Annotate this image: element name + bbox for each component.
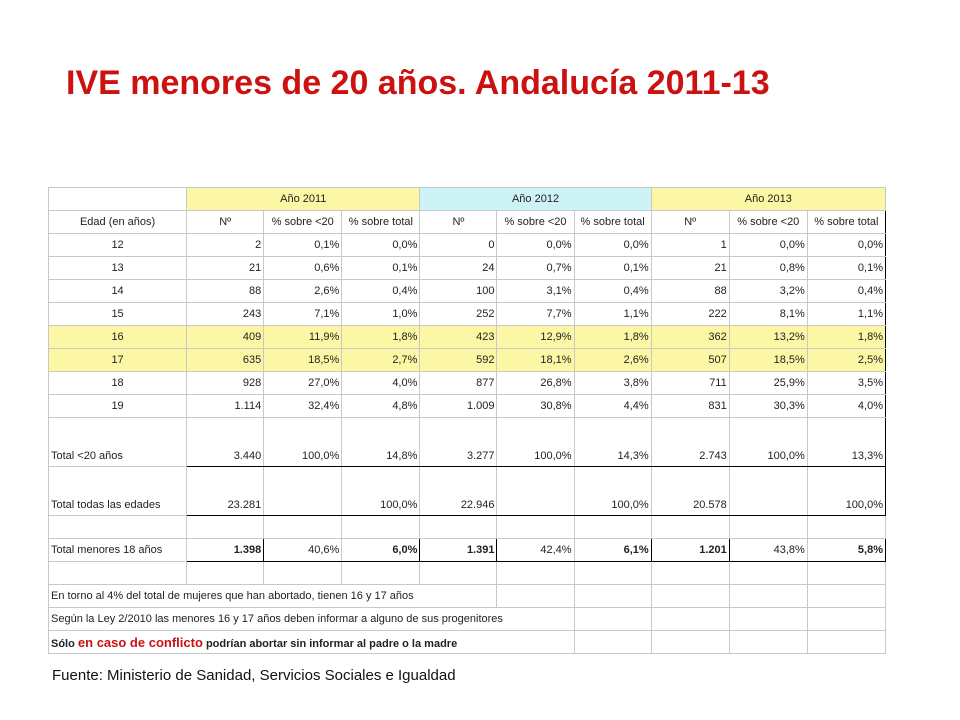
cell: 21 bbox=[187, 257, 264, 280]
cell: 0,0% bbox=[574, 234, 651, 257]
cell: 100,0% bbox=[342, 467, 420, 516]
cell: 1.398 bbox=[187, 539, 264, 562]
cell: 8,1% bbox=[729, 303, 807, 326]
source-caption: Fuente: Ministerio de Sanidad, Servicios Sociales e Igualdad bbox=[52, 667, 456, 684]
cell: 1,1% bbox=[574, 303, 651, 326]
cell: 23.281 bbox=[187, 467, 264, 516]
note-row-2 bbox=[49, 608, 886, 631]
cell: 2,7% bbox=[342, 349, 420, 372]
cell: 0,4% bbox=[574, 280, 651, 303]
spacer-row bbox=[49, 516, 886, 539]
cell: 1,8% bbox=[574, 326, 651, 349]
age-row bbox=[49, 234, 886, 257]
cell: 0,4% bbox=[342, 280, 420, 303]
cell: 2,6% bbox=[574, 349, 651, 372]
cell: 0,0% bbox=[497, 234, 574, 257]
cell: 27,0% bbox=[264, 372, 342, 395]
cell: 18,5% bbox=[729, 349, 807, 372]
age-row bbox=[49, 395, 886, 418]
column-header-row bbox=[49, 211, 886, 234]
cell: 100,0% bbox=[574, 467, 651, 516]
cell: 0,1% bbox=[574, 257, 651, 280]
cell: 4,0% bbox=[807, 395, 885, 418]
spacer-row bbox=[49, 562, 886, 585]
col-pct-under20: % sobre <20 bbox=[729, 211, 807, 234]
cell: 24 bbox=[420, 257, 497, 280]
edad-cell: 15 bbox=[49, 303, 187, 326]
cell bbox=[729, 467, 807, 516]
cell: 20.578 bbox=[651, 467, 729, 516]
year-2012-header: Año 2012 bbox=[420, 188, 651, 211]
cell: 25,9% bbox=[729, 372, 807, 395]
col-pct-under20: % sobre <20 bbox=[264, 211, 342, 234]
total-under20-row bbox=[49, 418, 886, 467]
cell: 592 bbox=[420, 349, 497, 372]
cell: 0 bbox=[420, 234, 497, 257]
year-2011-header: Año 2011 bbox=[187, 188, 420, 211]
cell: 14,8% bbox=[342, 418, 420, 467]
cell: 43,8% bbox=[729, 539, 807, 562]
cell: 42,4% bbox=[497, 539, 574, 562]
cell: 1.009 bbox=[420, 395, 497, 418]
cell: 100,0% bbox=[497, 418, 574, 467]
row-label: Total <20 años bbox=[49, 418, 187, 467]
cell: 13,2% bbox=[729, 326, 807, 349]
cell: 6,1% bbox=[574, 539, 651, 562]
cell: 14,3% bbox=[574, 418, 651, 467]
cell: 11,9% bbox=[264, 326, 342, 349]
cell: 711 bbox=[651, 372, 729, 395]
note-text bbox=[49, 631, 575, 654]
cell: 362 bbox=[651, 326, 729, 349]
corner-cell bbox=[49, 188, 187, 211]
cell bbox=[264, 467, 342, 516]
year-header-row bbox=[49, 188, 886, 211]
cell: 3,1% bbox=[497, 280, 574, 303]
cell: 0,4% bbox=[807, 280, 885, 303]
cell: 6,0% bbox=[342, 539, 420, 562]
edad-cell: 18 bbox=[49, 372, 187, 395]
cell: 5,8% bbox=[807, 539, 885, 562]
cell: 1 bbox=[651, 234, 729, 257]
cell: 0,0% bbox=[807, 234, 885, 257]
cell: 22.946 bbox=[420, 467, 497, 516]
age-rows bbox=[49, 234, 886, 418]
cell: 4,4% bbox=[574, 395, 651, 418]
cell: 423 bbox=[420, 326, 497, 349]
col-n: Nº bbox=[187, 211, 264, 234]
cell: 222 bbox=[651, 303, 729, 326]
cell: 13,3% bbox=[807, 418, 885, 467]
age-row bbox=[49, 372, 886, 395]
note-text-part: podrían abortar sin informar al padre o la madre bbox=[205, 637, 458, 650]
age-row bbox=[49, 349, 886, 372]
col-n: Nº bbox=[651, 211, 729, 234]
age-row bbox=[49, 280, 886, 303]
cell: 0,1% bbox=[264, 234, 342, 257]
cell: 1.201 bbox=[651, 539, 729, 562]
cell: 243 bbox=[187, 303, 264, 326]
age-row bbox=[49, 257, 886, 280]
cell: 21 bbox=[651, 257, 729, 280]
cell: 831 bbox=[651, 395, 729, 418]
cell: 26,8% bbox=[497, 372, 574, 395]
row-label: Total todas las edades bbox=[49, 467, 187, 516]
cell: 3,8% bbox=[574, 372, 651, 395]
edad-cell: 16 bbox=[49, 326, 187, 349]
cell: 18,1% bbox=[497, 349, 574, 372]
note-row-3 bbox=[49, 631, 886, 654]
cell: 0,7% bbox=[497, 257, 574, 280]
cell: 88 bbox=[651, 280, 729, 303]
cell: 1,8% bbox=[342, 326, 420, 349]
cell: 32,4% bbox=[264, 395, 342, 418]
edad-cell: 13 bbox=[49, 257, 187, 280]
cell: 0,1% bbox=[342, 257, 420, 280]
cell: 3.440 bbox=[187, 418, 264, 467]
cell: 30,3% bbox=[729, 395, 807, 418]
cell: 100,0% bbox=[729, 418, 807, 467]
cell bbox=[497, 467, 574, 516]
cell: 635 bbox=[187, 349, 264, 372]
cell: 1.114 bbox=[187, 395, 264, 418]
total-under18-row bbox=[49, 539, 886, 562]
cell: 0,0% bbox=[342, 234, 420, 257]
note-text: En torno al 4% del total de mujeres que han abortado, tienen 16 y 17 años bbox=[49, 585, 497, 608]
cell: 1,1% bbox=[807, 303, 885, 326]
note-highlight: en caso de conflicto bbox=[77, 634, 203, 650]
cell: 3,2% bbox=[729, 280, 807, 303]
col-pct-total: % sobre total bbox=[574, 211, 651, 234]
cell: 2,5% bbox=[807, 349, 885, 372]
cell: 3,5% bbox=[807, 372, 885, 395]
note-text: Según la Ley 2/2010 las menores 16 y 17 años deben informar a alguno de sus progenitores bbox=[49, 608, 575, 631]
edad-cell: 19 bbox=[49, 395, 187, 418]
cell: 100,0% bbox=[807, 467, 885, 516]
cell: 0,1% bbox=[807, 257, 885, 280]
cell: 1,0% bbox=[342, 303, 420, 326]
cell: 507 bbox=[651, 349, 729, 372]
cell: 4,0% bbox=[342, 372, 420, 395]
age-row bbox=[49, 326, 886, 349]
row-label: Total menores 18 años bbox=[49, 539, 187, 562]
cell: 0,0% bbox=[729, 234, 807, 257]
cell: 3.277 bbox=[420, 418, 497, 467]
data-table bbox=[48, 187, 886, 654]
total-all-ages-row bbox=[49, 467, 886, 516]
col-pct-total: % sobre total bbox=[342, 211, 420, 234]
cell: 252 bbox=[420, 303, 497, 326]
cell: 100,0% bbox=[264, 418, 342, 467]
edad-cell: 12 bbox=[49, 234, 187, 257]
cell: 2,6% bbox=[264, 280, 342, 303]
cell: 88 bbox=[187, 280, 264, 303]
edad-header: Edad (en años) bbox=[49, 211, 187, 234]
cell: 1,8% bbox=[807, 326, 885, 349]
cell: 7,1% bbox=[264, 303, 342, 326]
cell: 40,6% bbox=[264, 539, 342, 562]
col-n: Nº bbox=[420, 211, 497, 234]
cell: 4,8% bbox=[342, 395, 420, 418]
cell: 2.743 bbox=[651, 418, 729, 467]
cell: 30,8% bbox=[497, 395, 574, 418]
edad-cell: 14 bbox=[49, 280, 187, 303]
cell: 12,9% bbox=[497, 326, 574, 349]
cell: 0,8% bbox=[729, 257, 807, 280]
cell: 2 bbox=[187, 234, 264, 257]
page-title: IVE menores de 20 años. Andalucía 2011-13 bbox=[66, 64, 770, 102]
cell: 100 bbox=[420, 280, 497, 303]
edad-cell: 17 bbox=[49, 349, 187, 372]
col-pct-under20: % sobre <20 bbox=[497, 211, 574, 234]
cell: 1.391 bbox=[420, 539, 497, 562]
age-row bbox=[49, 303, 886, 326]
note-row-1 bbox=[49, 585, 886, 608]
col-pct-total: % sobre total bbox=[807, 211, 885, 234]
cell: 18,5% bbox=[264, 349, 342, 372]
cell: 928 bbox=[187, 372, 264, 395]
year-2013-header: Año 2013 bbox=[651, 188, 885, 211]
cell: 409 bbox=[187, 326, 264, 349]
cell: 877 bbox=[420, 372, 497, 395]
cell: 7,7% bbox=[497, 303, 574, 326]
note-text-part: Sólo bbox=[51, 637, 75, 650]
cell: 0,6% bbox=[264, 257, 342, 280]
